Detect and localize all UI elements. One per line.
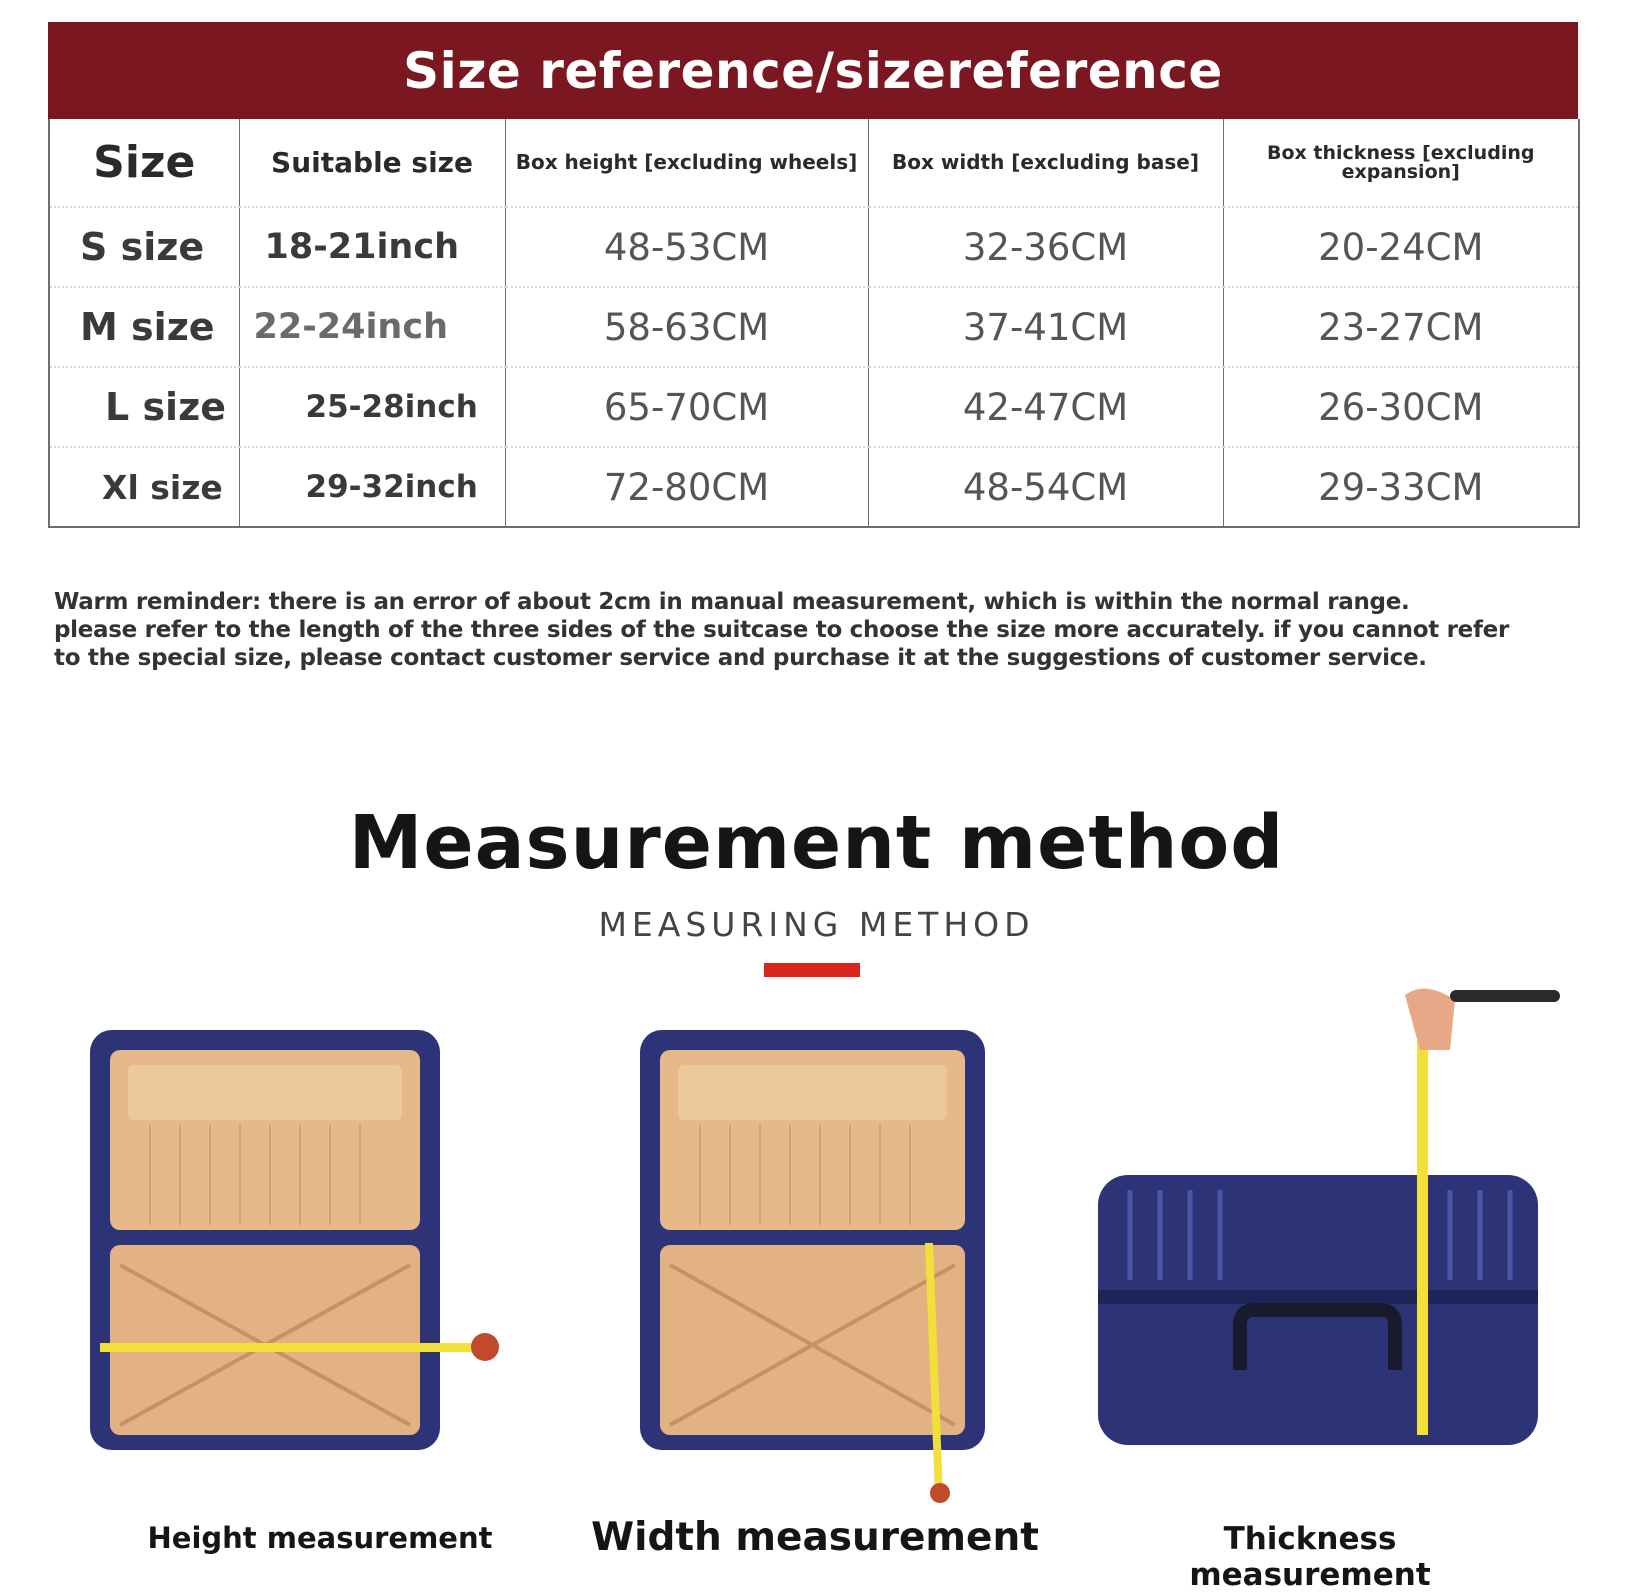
caption-width: Width measurement: [591, 1515, 1039, 1560]
accent-bar: [764, 963, 860, 977]
size-cell: Xl size: [49, 447, 239, 527]
header-suitable-size: Suitable size: [239, 119, 505, 207]
thickness-cell: 29-33CM: [1223, 447, 1579, 527]
table-banner: [48, 22, 1578, 119]
height-measurement-photo: [80, 1025, 520, 1465]
size-cell: L size: [49, 367, 239, 447]
height-cell: 72-80CM: [505, 447, 868, 527]
header-box-thickness: Box thickness [excluding expansion]: [1223, 119, 1579, 207]
height-cell: 58-63CM: [505, 287, 868, 367]
height-cell: 48-53CM: [505, 207, 868, 287]
table-row: [49, 367, 1579, 447]
section-title: Measurement method: [348, 800, 1285, 886]
banner-title: Size reference/sizereference: [403, 41, 1223, 100]
size-reference-table: [48, 22, 1578, 528]
table-header-row: [49, 119, 1579, 207]
size-cell: M size: [49, 287, 239, 367]
thickness-cell: 26-30CM: [1223, 367, 1579, 447]
header-box-width: Box width [excluding base]: [868, 119, 1223, 207]
table-row: [49, 447, 1579, 527]
width-measurement-photo: [635, 1025, 995, 1505]
inch-cell: 18-21inch: [239, 207, 505, 287]
width-cell: 42-47CM: [868, 367, 1223, 447]
width-cell: 37-41CM: [868, 287, 1223, 367]
reminder-line: Warm reminder: there is an error of about 2cm in manual measurement, which is within the normal range.: [54, 589, 1410, 615]
inch-cell: 25-28inch: [239, 367, 505, 447]
table-row: [49, 207, 1579, 287]
header-size: Size: [93, 137, 196, 188]
size-cell: S size: [49, 207, 239, 287]
height-cell: 65-70CM: [505, 367, 868, 447]
reminder-line: to the special size, please contact customer service and purchase it at the suggestions of customer service.: [54, 645, 1427, 671]
section-subtitle: MEASURING METHOD: [598, 905, 1035, 944]
inch-cell: 29-32inch: [239, 447, 505, 527]
width-cell: 48-54CM: [868, 447, 1223, 527]
caption-thickness: Thickness measurement: [1189, 1521, 1431, 1593]
thickness-cell: 20-24CM: [1223, 207, 1579, 287]
warm-reminder-text: [54, 588, 1594, 672]
table-row: [49, 287, 1579, 367]
inch-cell: 22-24inch: [239, 287, 505, 367]
size-table-grid: [48, 119, 1580, 528]
header-box-height: Box height [excluding wheels]: [505, 119, 868, 207]
thickness-cell: 23-27CM: [1223, 287, 1579, 367]
caption-height: Height measurement: [147, 1521, 493, 1555]
width-cell: 32-36CM: [868, 207, 1223, 287]
reminder-line: please refer to the length of the three sides of the suitcase to choose the size more accurately. if you cannot refer: [54, 617, 1510, 643]
thickness-measurement-photo: [1090, 980, 1570, 1460]
